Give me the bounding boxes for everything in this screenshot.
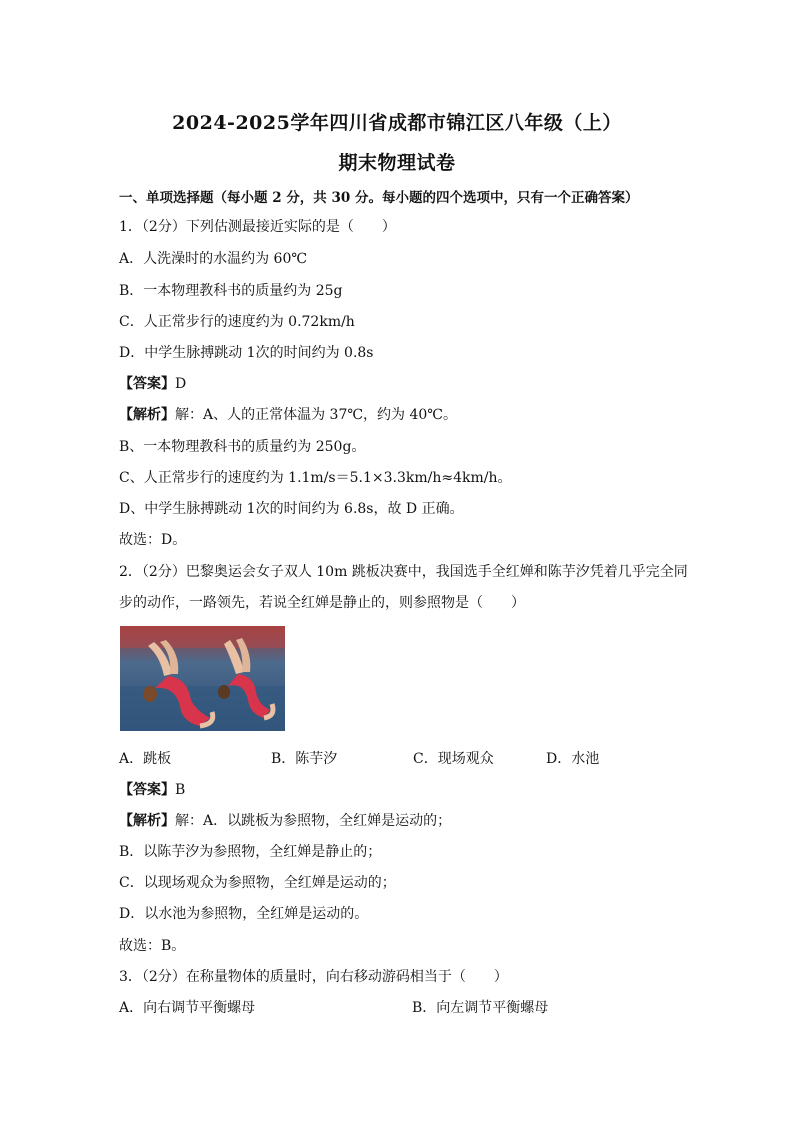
q1-answer [119, 373, 186, 393]
analysis-text: 解：A．以跳板为参照物，全红婵是运动的； [175, 813, 452, 829]
q1-option-b: B．一本物理教科书的质量约为 25g [119, 283, 343, 299]
q3-option-a: A．向右调节平衡螺母 [119, 1000, 256, 1016]
q2-conclusion: 故选：B。 [119, 938, 186, 954]
exam-subtitle: 期末物理试卷 [338, 152, 456, 174]
q1-conclusion: 故选：D。 [119, 532, 187, 548]
q2-stem-line-2: 步的动作，一路领先，若说全红婵是静止的，则参照物是（ ） [119, 595, 525, 611]
q1-stem: 1．（2分）下列估测最接近实际的是（ ） [119, 219, 396, 235]
q1-option-c: C．人正常步行的速度约为 0.72km/h [119, 314, 355, 330]
q1-option-d: D．中学生脉搏跳动 1次的时间约为 0.8s [119, 345, 374, 361]
q2-analysis-line-3: C．以现场观众为参照物，全红婵是运动的； [119, 875, 396, 891]
diving-photo-illustration [120, 626, 285, 731]
answer-value: B [175, 782, 186, 798]
q2-option-c: C．现场观众 [413, 751, 494, 767]
analysis-text: 解：A、人的正常体温为 37℃，约为 40℃。 [175, 407, 457, 423]
q2-analysis-line-2: B．以陈芋汐为参照物，全红婵是静止的； [119, 844, 382, 860]
q1-analysis-line-4: D、中学生脉搏跳动 1次的时间约为 6.8s，故 D 正确。 [119, 501, 464, 517]
q2-option-b: B．陈芋汐 [271, 751, 338, 767]
q2-stem-line-1: 2．（2分）巴黎奥运会女子双人 10m 跳板决赛中，我国选手全红婵和陈芋汐凭着几乎完全同 [119, 564, 688, 580]
q1-analysis-line-2: B、一本物理教科书的质量约为 250g。 [119, 439, 366, 455]
q2-analysis-line-4: D．以水池为参照物，全红婵是运动的。 [119, 906, 369, 922]
answer-label: 【答案】 [119, 376, 175, 392]
analysis-label: 【解析】 [119, 813, 175, 829]
answer-value: D [175, 376, 187, 392]
answer-label: 【答案】 [119, 782, 175, 798]
q1-option-a: A．人洗澡时的水温约为 60℃ [119, 251, 308, 267]
analysis-label: 【解析】 [119, 407, 175, 423]
diving-photo [120, 626, 285, 731]
q2-answer [119, 779, 185, 799]
q3-stem: 3．（2分）在称量物体的质量时，向右移动游码相当于（ ） [119, 969, 508, 985]
q1-analysis-line-3: C、人正常步行的速度约为 1.1m/s＝5.1×3.3km/h≈4km/h。 [119, 470, 512, 486]
q1-analysis-line-1 [119, 404, 457, 424]
q2-option-d: D．水池 [546, 751, 600, 767]
q3-option-b: B．向左调节平衡螺母 [412, 1000, 549, 1016]
q2-option-a: A．跳板 [119, 751, 172, 767]
q2-analysis-line-1 [119, 810, 451, 830]
section-heading: 一、单项选择题（每小题 2 分，共 30 分。每小题的四个选项中，只有一个正确答案） [119, 190, 639, 206]
exam-title: 2024-2025学年四川省成都市锦江区八年级（上） [172, 112, 622, 134]
